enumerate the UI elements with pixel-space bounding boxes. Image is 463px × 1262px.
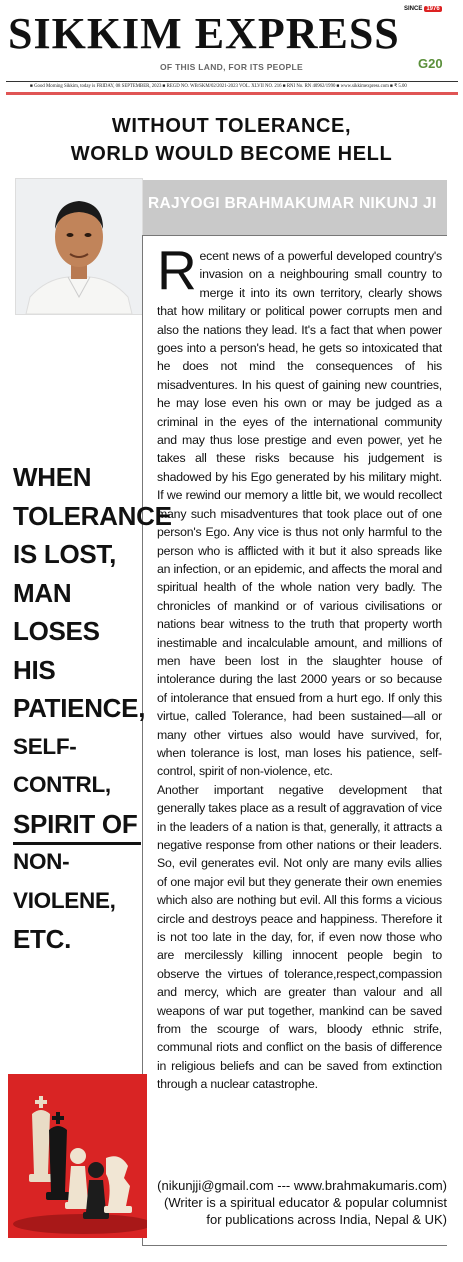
article-body xyxy=(157,239,442,1094)
pull-quote-line: PATIENCE, xyxy=(13,693,146,723)
drop-cap: R xyxy=(157,239,197,301)
article-headline xyxy=(0,112,463,168)
pull-quote-rule xyxy=(13,842,141,845)
g20-logo: G20 xyxy=(418,56,443,71)
article-paragraph-1 xyxy=(157,239,442,781)
pull-quote-line: WHEN xyxy=(13,462,92,492)
since-label: SINCE xyxy=(404,6,423,12)
chess-pieces-icon xyxy=(8,1074,147,1238)
pull-quote-line: SPIRIT OF xyxy=(13,808,138,839)
body-frame-top xyxy=(142,235,447,236)
since-year: 1976 xyxy=(426,6,440,12)
pull-quote-line: SELF-CONTRL, xyxy=(13,733,111,797)
portrait-icon xyxy=(16,179,142,314)
headline-line-1: WITHOUT TOLERANCE, xyxy=(111,115,352,137)
issue-info-line: ■ Good Morning Sikkim, today is FRIDAY, 08 SEPTEMBER, 2023 ■ REGD NO. WB/SKM/02/2021-2023 VOL. XLVII NO. 216 ■ RNI No. RN 40962/1990 ■ www.sikkimexpress.com ■ ₹ 5.00 xyxy=(30,84,407,89)
author-name: RAJYOGI BRAHMAKUMAR NIKUNJ JI xyxy=(148,195,437,212)
contact-line-3: for publications across India, Nepal & UK) xyxy=(206,1212,447,1227)
masthead-divider xyxy=(6,81,458,82)
paragraph-1-text: ecent news of a powerful developed country's invasion on a neighbouring small country to merge it into its own territory, clearly shows that how military or political power corrupts men and also the nations they lead. It's a fact that when power goes into a person's head, he gets so intoxicated that he does not mind the consequences of his misadventures. In his quest of gaining new countries, he may lose even his own or may be judged as a criminal in the eyes of the international community and may thus lose prestige and even power, yet he takes all these risks because his judgement is shadowed by his Ego generated by his military might. If we rewind our memory a little bit, we would recollect many such misadventures that took place out of one person's Ego. Any vice is thus not only harmful to the person who is afflicted with it but it also spreads like an infection, or an epidemic, and affects the moral and spiritual health of the whole nation very badly. The chronicles of mankind or of various civilisations or nations bear witness to the truth that property worth inestimable and incalculable amount, and millions of men have been lost in the slaughter house of intolerance during the last 2000 years or so because of intolerance that ensued from a hurt ego. If only this virtue, called Tolerance, had been sustained—all or many other virtues also would have survived, for, when tolerance is lost, man loses his patience, self-control, spirit of non-violence, etc. xyxy=(157,249,442,779)
newspaper-title: SIKKIM EXPRESS xyxy=(8,9,400,58)
newspaper-tagline: OF THIS LAND, FOR ITS PEOPLE xyxy=(160,62,303,72)
pull-quote-line: NON-VIOLENE, xyxy=(13,849,116,913)
article-paragraph-2: Another important negative development that generally takes place as a result of aggravation of vice in the leaders of a nation is that, generally, it attracts a negative response from other nations or their leaders. So, evil generates evil. Not only are many evils allies of one major evil but they generate their own enemies which also are nothing but evil. All this forms a vicious circle and destroys peace and happiness. Therefore it is not too late in the day, for, if even now those who are mercilessly killing innocent people begin to observe the virtues of tolerance,respect,compassion and mercy, which are greater than valour and all weapons of war put together, mankind can be saved from the scourge of wars, bloody ethnic strife, communal riots and conflict on the basis of difference in religious beliefs and can be saved from extinction through a nuclear catastrophe. xyxy=(157,782,442,1092)
chess-image xyxy=(8,1074,147,1238)
pull-quote-line: IS LOST, xyxy=(13,539,117,569)
author-portrait xyxy=(15,178,143,315)
masthead-red-rule xyxy=(6,92,458,95)
pull-quote xyxy=(13,458,172,959)
contact-line-2: (Writer is a spiritual educator & popular columnist xyxy=(164,1195,447,1210)
headline-line-2: WORLD WOULD BECOME HELL xyxy=(70,143,393,165)
body-frame-bottom xyxy=(142,1245,447,1246)
author-contact xyxy=(157,1177,447,1228)
contact-line-1: (nikunjji@gmail.com --- www.brahmakumaris.com) xyxy=(157,1178,447,1193)
pull-quote-line: ETC. xyxy=(13,924,72,954)
pull-quote-line: TOLERANCE xyxy=(13,500,172,531)
pull-quote-line: HIS xyxy=(13,654,56,685)
pull-quote-line: MAN LOSES xyxy=(13,577,100,646)
